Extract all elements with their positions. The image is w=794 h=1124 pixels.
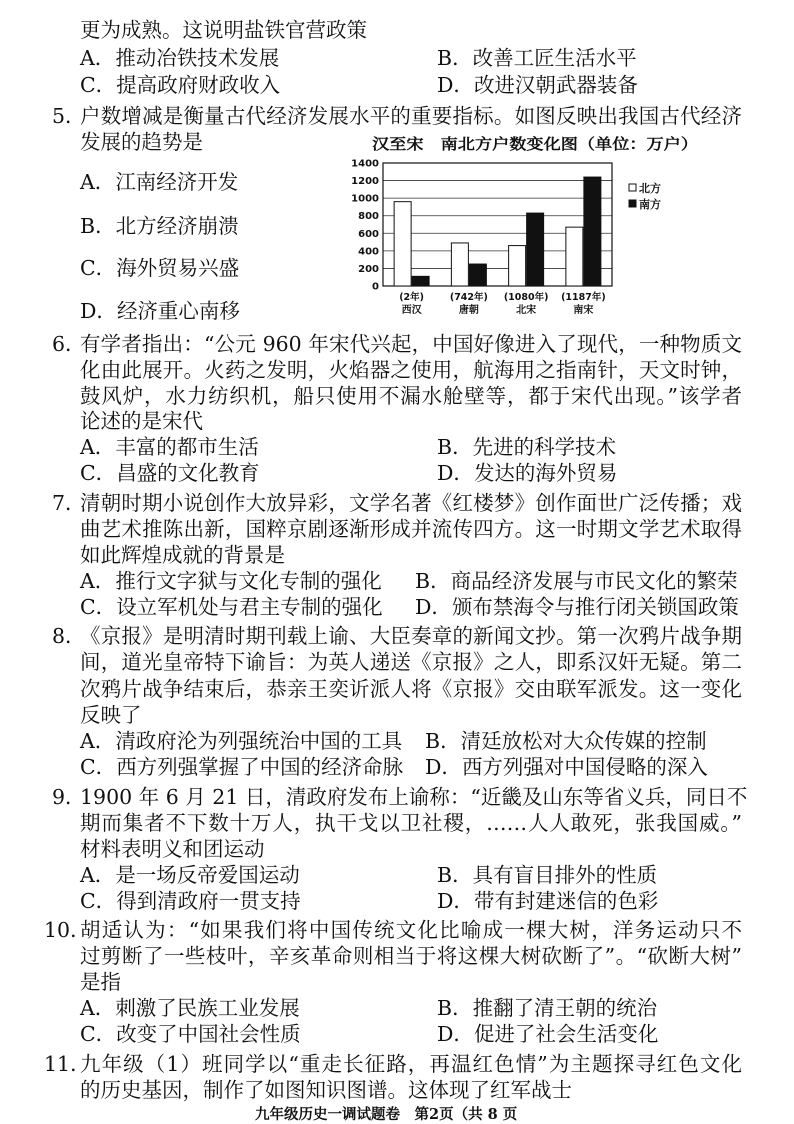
question-number: 5． <box>52 104 86 128</box>
option-text: 得到清政府一贯支持 <box>116 889 301 913</box>
option-b <box>437 995 657 1021</box>
option-text: 改善工匠生活水平 <box>472 46 637 70</box>
option-b <box>437 45 637 71</box>
question-stem-line: 更为成熟。这说明盐铁官营政策 <box>80 18 367 42</box>
option-text: 推行文字狱与文化专制的强化 <box>115 569 382 593</box>
option-text: 江南经济开发 <box>115 170 239 194</box>
bar-series-0-category-2 <box>509 246 526 286</box>
option-text: 昌盛的文化教育 <box>116 461 260 485</box>
option-label: C． <box>80 256 117 280</box>
option-text: 推动冶铁技术发展 <box>115 46 280 70</box>
question-stem-line: 次鸦片战争结束后，恭亲王奕䜣派人将《京报》交由联军派发。这一变化 <box>80 677 742 701</box>
option-text: 带有封建迷信的色彩 <box>473 889 659 913</box>
question-stem-line: 材料表明义和团运动 <box>80 837 265 861</box>
option-label: B． <box>437 435 473 459</box>
option-label: C． <box>80 889 117 913</box>
page-footer: 九年级历史一调试题卷 第2页（共 8 页 <box>255 1106 518 1123</box>
question-number: 10． <box>44 918 91 942</box>
question-number: 6． <box>52 332 86 356</box>
bar-series-0-category-3 <box>566 227 583 286</box>
bar-series-0-category-0 <box>394 202 411 286</box>
option-d <box>415 594 739 620</box>
question-stem-line: 鼓风炉，水力纺织机，船只使用不漏水舱壁等，都于宋代出现。”该学者 <box>80 384 742 408</box>
question-stem-line: 胡适认为：“如果我们将中国传统文化比喻成一棵大树，洋务运动只不 <box>80 918 742 942</box>
option-label: B． <box>425 729 461 753</box>
option-b <box>437 434 616 460</box>
question-stem-line: 化由此展开。火药之发明，火焰器之使用，航海用之指南针，天文时钟， <box>80 358 742 382</box>
option-text: 北方经济崩溃 <box>115 214 239 238</box>
option-label: A． <box>80 996 116 1020</box>
option-text: 推翻了清王朝的统治 <box>472 996 658 1020</box>
option-c <box>80 72 280 98</box>
option-label: D． <box>437 73 474 97</box>
option-a <box>80 862 300 888</box>
legend-swatch <box>629 200 636 207</box>
option-text: 丰富的都市生活 <box>115 435 259 459</box>
option-text: 经济重心南移 <box>116 299 240 323</box>
option-text: 刺激了民族工业发展 <box>115 996 300 1020</box>
option-b <box>80 213 239 239</box>
option-b <box>425 728 707 754</box>
option-a <box>80 169 238 195</box>
option-label: D． <box>437 461 474 485</box>
option-a <box>80 995 300 1021</box>
option-c <box>80 1021 301 1047</box>
option-d <box>437 460 617 486</box>
bar-series-1-category-1 <box>469 264 486 286</box>
y-tick-label: 0 <box>372 281 379 293</box>
option-label: C． <box>80 755 117 779</box>
legend-swatch <box>629 184 636 191</box>
option-label: C． <box>80 461 117 485</box>
option-label: D． <box>80 299 117 323</box>
option-label: D． <box>425 755 462 779</box>
question-stem-line: 论述的是宋代 <box>80 409 203 433</box>
y-tick-label: 200 <box>358 263 379 275</box>
bar-series-1-category-2 <box>527 213 544 286</box>
option-a <box>80 568 382 594</box>
question-stem-line: 期而集者不下数十万人，执干戈以卫社稷，……人人敢死，张我国威。” <box>80 811 742 835</box>
option-text: 改进汉朝武器装备 <box>473 73 638 97</box>
option-text: 颁布禁海令与推行闭关锁国政策 <box>451 595 739 619</box>
option-label: A． <box>80 729 116 753</box>
x-category-year-label: (2年) <box>399 292 425 303</box>
question-stem-line: 户数增减是衡量古代经济发展水平的重要指标。如图反映出我国古代经济 <box>80 104 742 128</box>
option-text: 先进的科学技术 <box>472 435 617 459</box>
y-tick-label: 1400 <box>351 158 379 170</box>
y-tick-label: 600 <box>358 228 379 240</box>
option-label: D． <box>437 889 474 913</box>
question-stem-line: 《京报》是明清时期刊载上谕、大臣奏章的新闻文抄。第一次鸦片战争期 <box>80 624 742 648</box>
option-a <box>80 434 259 460</box>
y-tick-label: 1200 <box>351 176 379 188</box>
option-text: 发达的海外贸易 <box>473 461 618 485</box>
option-label: B． <box>437 863 473 887</box>
option-text: 改变了中国社会性质 <box>116 1022 301 1046</box>
option-b <box>437 862 657 888</box>
question-number: 9． <box>52 785 86 809</box>
question-stem-line: 如此辉煌成就的背景是 <box>80 543 285 567</box>
y-tick-label: 1000 <box>351 193 379 205</box>
chart-title: 汉至宋 南北方户数变化图（单位：万户） <box>372 135 698 153</box>
question-stem-line: 的历史基因，制作了如图知识图谱。这体现了红军战士 <box>80 1078 572 1102</box>
x-category-year-label: (1080年) <box>503 292 549 303</box>
bar-series-0-category-1 <box>451 243 468 286</box>
question-stem-line: 有学者指出：“公元 960 年宋代兴起，中国好像进入了现代，一种物质文 <box>80 332 742 356</box>
option-c <box>80 888 301 914</box>
y-tick-label: 400 <box>358 246 379 258</box>
option-text: 具有盲目排外的性质 <box>472 863 658 887</box>
option-label: A． <box>80 46 116 70</box>
question-stem-line: 是指 <box>80 970 121 994</box>
x-category-label: 南宋 <box>573 305 594 316</box>
option-d <box>437 1021 658 1047</box>
question-number: 11． <box>44 1052 91 1076</box>
x-category-label: 西汉 <box>401 305 422 316</box>
option-a <box>80 728 402 754</box>
option-d <box>437 888 658 914</box>
option-c <box>80 460 260 486</box>
bar-series-1-category-3 <box>584 177 601 286</box>
option-text: 清政府沦为列强统治中国的工具 <box>115 729 403 753</box>
option-c <box>80 754 403 780</box>
legend-label: 南方 <box>639 198 661 211</box>
x-category-year-label: (1187年) <box>561 292 606 303</box>
option-d <box>80 298 240 324</box>
option-text: 海外贸易兴盛 <box>116 256 240 280</box>
legend-label: 北方 <box>639 182 661 195</box>
option-text: 西方列强对中国侵略的深入 <box>461 755 708 779</box>
y-tick-label: 800 <box>358 211 379 223</box>
question-number: 7． <box>52 491 86 515</box>
option-label: B． <box>437 46 473 70</box>
option-c <box>80 255 239 281</box>
option-text: 清廷放松对大众传媒的控制 <box>460 729 707 753</box>
option-text: 是一场反帝爱国运动 <box>115 863 300 887</box>
option-label: A． <box>80 435 116 459</box>
option-b <box>415 568 738 594</box>
option-label: A． <box>80 863 116 887</box>
question-stem-line: 清朝时期小说创作大放异彩，文学名著《红楼梦》创作面世广泛传播；戏 <box>80 491 742 515</box>
option-label: A． <box>80 170 116 194</box>
option-label: D． <box>437 1022 474 1046</box>
option-label: B． <box>437 996 473 1020</box>
option-c <box>80 594 383 620</box>
option-text: 商品经济发展与市民文化的繁荣 <box>450 569 738 593</box>
option-label: B． <box>415 569 451 593</box>
question-number: 8． <box>52 624 86 648</box>
option-label: C． <box>80 595 117 619</box>
option-a <box>80 45 279 71</box>
option-d <box>425 754 708 780</box>
question-stem-line: 反映了 <box>80 703 142 727</box>
option-label: C． <box>80 1022 117 1046</box>
question-stem-line: 发展的趋势是 <box>80 130 203 154</box>
option-text: 提高政府财政收入 <box>116 73 281 97</box>
question-stem-line: 过剪断了一些枝叶，辛亥革命则相当于将这棵大树砍断了”。“砍断大树” <box>80 944 742 968</box>
option-label: B． <box>80 214 116 238</box>
option-label: A． <box>80 569 116 593</box>
x-category-year-label: (742年) <box>449 292 488 303</box>
option-text: 促进了社会生活变化 <box>473 1022 659 1046</box>
option-label: D． <box>415 595 452 619</box>
option-label: C． <box>80 73 117 97</box>
question-stem-line: 曲艺术推陈出新，国粹京剧逐渐形成并流传四方。这一时期文学艺术取得 <box>80 517 742 541</box>
bar-series-1-category-0 <box>412 276 429 286</box>
x-category-label: 唐朝 <box>458 305 479 316</box>
household-bar-chart <box>340 130 700 320</box>
x-category-label: 北宋 <box>516 305 537 316</box>
question-stem-line: 间，道光皇帝特下谕旨：为英人递送《京报》之人，即系汉奸无疑。第二 <box>80 650 742 674</box>
option-text: 设立军机处与君主专制的强化 <box>116 595 383 619</box>
option-text: 西方列强掌握了中国的经济命脉 <box>116 755 404 779</box>
question-stem-line: 1900 年 6 月 21 日，清政府发布上谕称：“近畿及山东等省义兵，同日不 <box>80 785 748 809</box>
question-stem-line: 九年级（1）班同学以“重走长征路，再温红色情”为主题探寻红色文化 <box>80 1052 742 1076</box>
option-d <box>437 72 638 98</box>
